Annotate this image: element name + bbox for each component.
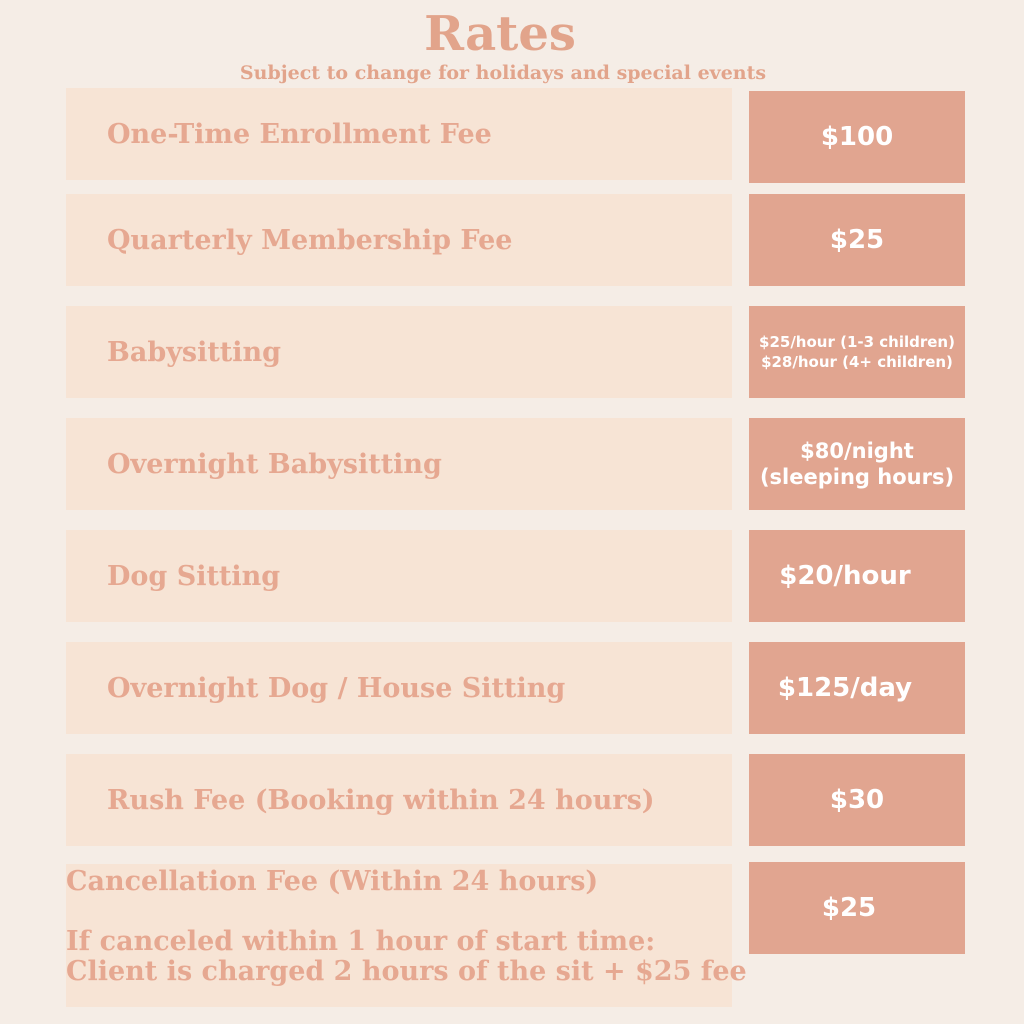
rate-price-text: $100	[820, 122, 894, 152]
rate-price-overnight-dog-house	[749, 642, 965, 734]
rate-price-enrollment	[749, 91, 965, 183]
rate-label-membership	[66, 194, 732, 286]
rate-price-text: $25	[821, 893, 877, 923]
rate-price-membership	[749, 194, 965, 286]
rate-label-overnight-babysitting	[66, 418, 732, 510]
rate-price-cancellation	[749, 862, 965, 954]
page-title: Rates	[424, 6, 576, 62]
cancellation-title: Cancellation Fee (Within 24 hours)	[66, 866, 599, 897]
rate-label-text: Dog Sitting	[107, 560, 281, 592]
rate-price-text: $28/hour (4+ children)	[761, 353, 953, 371]
rate-label-enrollment	[66, 88, 732, 180]
rate-price-text: $30	[829, 785, 885, 815]
rate-label-overnight-dog-house	[66, 642, 732, 734]
rate-price-text: $20/hour	[779, 561, 911, 591]
rate-price-overnight-babysitting	[749, 418, 965, 510]
cancellation-note-line1: If canceled within 1 hour of start time:	[66, 926, 656, 957]
rate-price-text: $125/day	[777, 673, 913, 703]
rate-label-dog-sitting	[66, 530, 732, 622]
rate-price-babysitting	[749, 306, 965, 398]
cancellation-note-line2: Client is charged 2 hours of the sit + $25 fee	[66, 956, 747, 987]
rate-label-cancellation	[66, 864, 747, 1007]
rate-label-text: Rush Fee (Booking within 24 hours)	[107, 784, 655, 816]
rate-price-text: $25/hour (1-3 children)	[759, 333, 955, 351]
rate-price-dog-sitting	[749, 530, 965, 622]
rate-label-text: Babysitting	[107, 336, 282, 368]
rate-label-text: Overnight Babysitting	[107, 448, 442, 480]
rate-price-text: $80/night	[800, 439, 914, 463]
page-subtitle: Subject to change for holidays and special events	[239, 62, 767, 84]
rate-label-text: One-Time Enrollment Fee	[107, 118, 492, 150]
rate-label-text: Overnight Dog / House Sitting	[107, 672, 566, 704]
rate-label-rush-fee	[66, 754, 732, 846]
rate-label-babysitting	[66, 306, 732, 398]
rate-price-rush-fee	[749, 754, 965, 846]
rate-price-text: (sleeping hours)	[759, 465, 955, 489]
rate-label-text: Quarterly Membership Fee	[107, 224, 513, 256]
rate-price-text: $25	[829, 225, 885, 255]
